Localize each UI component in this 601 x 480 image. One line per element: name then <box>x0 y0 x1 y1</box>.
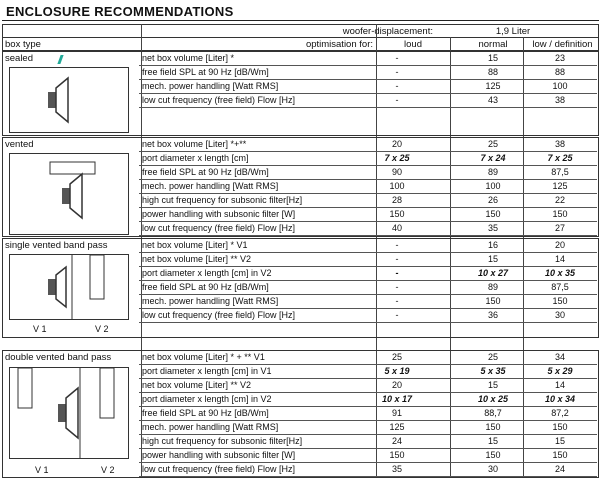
cell-normal: 150 <box>485 209 501 219</box>
table-row <box>139 449 597 463</box>
cell-normal: 10 x 27 <box>477 268 509 278</box>
table-row <box>139 52 597 66</box>
double-vented-diagram <box>9 367 129 459</box>
cell-normal: 36 <box>487 310 498 320</box>
cell-loud: 150 <box>389 209 405 219</box>
sealed-box-diagram <box>9 67 129 133</box>
cell-low: 38 <box>554 95 565 105</box>
cell-loud: - <box>395 282 399 292</box>
table-row <box>139 80 597 94</box>
cell-loud: 40 <box>391 223 402 233</box>
table-row <box>139 180 597 194</box>
v2-label: V 2 <box>95 324 109 334</box>
cell-normal: 89 <box>487 282 498 292</box>
row-label: mech. power handling [Watt RMS] <box>142 81 279 91</box>
table-row <box>139 267 597 281</box>
cell-loud: - <box>395 95 399 105</box>
cell-low: 14 <box>554 254 565 264</box>
row-label: free field SPL at 90 Hz [dB/Wm] <box>142 408 269 418</box>
box-type-label: box type <box>5 39 41 50</box>
cell-loud: 25 <box>391 352 402 362</box>
cell-low: 150 <box>552 209 568 219</box>
cell-low: 23 <box>554 53 565 63</box>
row-label: low cut frequency (free field) Flow [Hz] <box>142 310 296 320</box>
cell-loud: 28 <box>391 195 402 205</box>
table-row <box>139 393 597 407</box>
table-row <box>139 194 597 208</box>
cell-low: 87,5 <box>551 282 569 292</box>
cell-normal: 150 <box>485 422 501 432</box>
cell-normal: 88 <box>487 67 498 77</box>
section-label-sealed: sealed <box>5 53 33 64</box>
table-row <box>139 365 597 379</box>
cell-low: 7 x 25 <box>547 153 573 163</box>
cell-normal: 89 <box>487 167 498 177</box>
cell-normal: 43 <box>487 95 498 105</box>
cell-loud: 100 <box>389 181 405 191</box>
table-row <box>139 421 597 435</box>
cell-loud: - <box>395 268 399 278</box>
row-label: port diameter x length [cm] in V2 <box>142 268 272 278</box>
row-label: port diameter x length [cm] <box>142 153 249 163</box>
cell-normal: 5 x 35 <box>480 366 506 376</box>
row-label: net box volume [Liter] * <box>142 53 235 63</box>
cell-loud: 20 <box>391 139 402 149</box>
cell-normal: 25 <box>487 352 498 362</box>
cell-low: 10 x 34 <box>544 394 576 404</box>
row-label: mech. power handling [Watt RMS] <box>142 422 279 432</box>
cell-loud: - <box>395 310 399 320</box>
header-row-1 <box>2 24 599 38</box>
speaker-icon <box>10 68 128 132</box>
v1-label-double: V 1 <box>35 465 49 475</box>
cell-loud: 20 <box>391 380 402 390</box>
row-label: net box volume [Liter] ** V2 <box>142 380 252 390</box>
row-label: net box volume [Liter] ** V2 <box>142 254 252 264</box>
cell-low: 88 <box>554 67 565 77</box>
cell-loud: 5 x 19 <box>384 366 410 376</box>
cell-low: 24 <box>554 464 565 474</box>
section-label-double-vented: double vented band pass <box>5 352 112 363</box>
cell-normal: 15 <box>487 254 498 264</box>
table-row <box>139 239 597 253</box>
row-label: free field SPL at 90 Hz [dB/Wm] <box>142 167 269 177</box>
cell-low: 100 <box>552 81 568 91</box>
cell-low: 150 <box>552 422 568 432</box>
row-label: low cut frequency (free field) Flow [Hz] <box>142 95 296 105</box>
cell-loud: - <box>395 81 399 91</box>
table-row <box>139 309 597 323</box>
table-row <box>139 208 597 222</box>
cell-low: 34 <box>554 352 565 362</box>
cell-low: 10 x 35 <box>544 268 576 278</box>
table-row <box>139 222 597 236</box>
cell-normal: 88,7 <box>484 408 502 418</box>
cell-low: 150 <box>552 296 568 306</box>
row-label: port diameter x length [cm] in V1 <box>142 366 272 376</box>
vented-box-diagram <box>9 153 129 235</box>
table-row <box>139 407 597 421</box>
single-bandpass-icon <box>10 255 128 319</box>
cell-normal: 25 <box>487 139 498 149</box>
cell-loud: 24 <box>391 436 402 446</box>
optimisation-label: optimisation for: <box>305 39 373 50</box>
table-row <box>139 66 597 80</box>
single-vented-diagram <box>9 254 129 320</box>
cell-loud: 35 <box>391 464 402 474</box>
row-label: low cut frequency (free field) Flow [Hz] <box>142 223 296 233</box>
cell-normal: 15 <box>487 380 498 390</box>
row-label: free field SPL at 90 Hz [dB/Wm] <box>142 67 269 77</box>
cell-low: 20 <box>554 240 565 250</box>
cell-loud: 150 <box>389 450 405 460</box>
table-row <box>139 166 597 180</box>
marker-icon <box>57 55 63 64</box>
woofer-value: 1,9 Liter <box>495 26 531 37</box>
woofer-label: woofer-displacement: <box>342 26 433 37</box>
cell-normal: 125 <box>485 81 501 91</box>
title-underline <box>2 20 599 21</box>
cell-normal: 30 <box>487 464 498 474</box>
table-row <box>139 138 597 152</box>
cell-low: 5 x 29 <box>547 366 573 376</box>
row-label: net box volume [Liter] * + ** V1 <box>142 352 265 362</box>
cell-normal: 150 <box>485 296 501 306</box>
vented-speaker-icon <box>10 154 128 234</box>
section-label-vented: vented <box>5 139 34 150</box>
v2-label-double: V 2 <box>101 465 115 475</box>
cell-normal: 35 <box>487 223 498 233</box>
cell-loud: - <box>395 53 399 63</box>
cell-normal: 26 <box>487 195 498 205</box>
row-label: net box volume [Liter] * V1 <box>142 240 248 250</box>
cell-low: 87,2 <box>551 408 569 418</box>
table-row <box>139 152 597 166</box>
cell-low: 38 <box>554 139 565 149</box>
cell-loud: - <box>395 296 399 306</box>
row-label: net box volume [Liter] *+** <box>142 139 247 149</box>
cell-low: 87,5 <box>551 167 569 177</box>
cell-normal: 15 <box>487 436 498 446</box>
cell-loud: - <box>395 67 399 77</box>
row-label: high cut frequency for subsonic filter[Hz] <box>142 195 303 205</box>
table-row <box>139 94 597 108</box>
cell-loud: 91 <box>391 408 402 418</box>
header-row-2 <box>2 37 599 51</box>
cell-low: 150 <box>552 450 568 460</box>
row-label: mech. power handling [Watt RMS] <box>142 181 279 191</box>
cell-loud: 125 <box>389 422 405 432</box>
row-label: port diameter x length [cm] in V2 <box>142 394 272 404</box>
table-row <box>139 281 597 295</box>
table-row <box>139 351 597 365</box>
cell-normal: 15 <box>487 53 498 63</box>
row-label: free field SPL at 90 Hz [dB/Wm] <box>142 282 269 292</box>
col-loud: loud <box>404 39 422 50</box>
table-row <box>139 379 597 393</box>
cell-low: 27 <box>554 223 565 233</box>
cell-normal: 100 <box>485 181 501 191</box>
col-normal: normal <box>478 39 508 50</box>
table-row <box>139 463 597 477</box>
col-low-definition: low / definition <box>532 39 593 50</box>
row-label: low cut frequency (free field) Flow [Hz] <box>142 464 296 474</box>
row-label: power handling with subsonic filter [W] <box>142 450 296 460</box>
cell-loud: 90 <box>391 167 402 177</box>
row-label: high cut frequency for subsonic filter[Hz] <box>142 436 303 446</box>
cell-normal: 10 x 25 <box>477 394 509 404</box>
cell-loud: 7 x 25 <box>384 153 410 163</box>
page-title: ENCLOSURE RECOMMENDATIONS <box>6 4 234 19</box>
row-label: mech. power handling [Watt RMS] <box>142 296 279 306</box>
cell-low: 14 <box>554 380 565 390</box>
table-row <box>139 295 597 309</box>
section-label-single-vented: single vented band pass <box>5 240 108 251</box>
cell-low: 15 <box>554 436 565 446</box>
double-bandpass-icon <box>10 368 128 458</box>
table-row <box>139 435 597 449</box>
cell-normal: 7 x 24 <box>480 153 506 163</box>
cell-loud: 10 x 17 <box>381 394 413 404</box>
cell-loud: - <box>395 240 399 250</box>
row-label: power handling with subsonic filter [W] <box>142 209 296 219</box>
cell-loud: - <box>395 254 399 264</box>
v1-label: V 1 <box>33 324 47 334</box>
cell-normal: 150 <box>485 450 501 460</box>
cell-low: 22 <box>554 195 565 205</box>
table-row <box>139 253 597 267</box>
cell-low: 125 <box>552 181 568 191</box>
cell-normal: 16 <box>487 240 498 250</box>
cell-low: 30 <box>554 310 565 320</box>
